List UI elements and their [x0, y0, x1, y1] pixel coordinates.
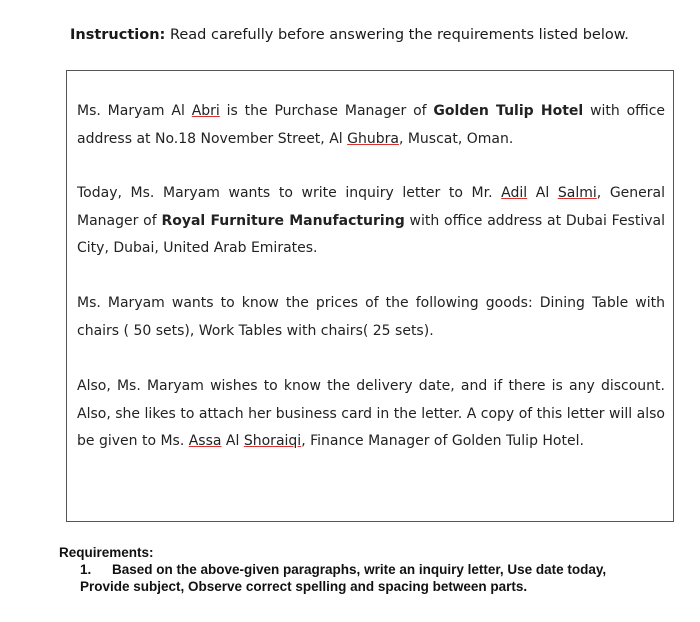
paragraph-purchase-manager	[77, 98, 665, 153]
text-segment: Al	[527, 185, 558, 201]
paragraph-inquiry-recipient	[77, 180, 665, 263]
paragraph-goods: Ms. Maryam wants to know the prices of the following goods: Dining Table with chairs ( 50 sets), Work Tables with chairs( 25 sets).	[77, 295, 665, 339]
requirement-item	[59, 561, 606, 578]
requirement-text-continued: Provide subject, Observe correct spelling and spacing between parts.	[80, 579, 528, 594]
text-segment: with office address at No.18 November Street, Al	[77, 103, 666, 147]
misspelled-word: Adil	[501, 185, 528, 201]
hotel-name: Golden Tulip Hotel	[433, 103, 584, 119]
requirement-text: Based on the above-given paragraphs, write an inquiry letter, Use date today,	[112, 562, 607, 577]
text-segment: , General Manager of	[77, 185, 665, 229]
requirements-section	[59, 544, 606, 595]
misspelled-word: Salmi	[557, 185, 597, 201]
instruction-label: Instruction:	[70, 27, 166, 43]
text-segment: with office address at Dubai Festival City, Dubai, United Arab Emirates.	[77, 212, 665, 256]
paragraph-delivery-discount	[77, 373, 665, 456]
company-name: Royal Furniture Manufacturing	[161, 212, 405, 229]
text-segment: , Muscat, Oman.	[398, 130, 514, 147]
text-segment: Also, Ms. Maryam wishes to know the delivery date, and if there is any discount. Also, she likes to attach her business card in the letter. A copy of this letter will also be given to Ms.	[77, 378, 665, 449]
misspelled-word: Ghubra	[347, 130, 399, 147]
misspelled-word: Shoraiqi	[243, 433, 302, 449]
instruction-line	[70, 27, 629, 43]
misspelled-word: Assa	[188, 433, 222, 449]
scenario-box	[66, 70, 674, 522]
instruction-text: Read carefully before answering the requirements listed below.	[165, 27, 629, 43]
text-segment: is the Purchase Manager of	[219, 103, 434, 119]
requirement-number: 1.	[80, 562, 92, 577]
text-segment: Today, Ms. Maryam wants to write inquiry letter to Mr.	[77, 185, 502, 201]
misspelled-word: Abri	[191, 103, 220, 119]
requirements-heading: Requirements:	[59, 545, 154, 560]
text-segment: Ms. Maryam Al	[77, 103, 192, 119]
text-segment: Al	[221, 433, 244, 449]
text-segment: , Finance Manager of Golden Tulip Hotel.	[301, 433, 584, 449]
